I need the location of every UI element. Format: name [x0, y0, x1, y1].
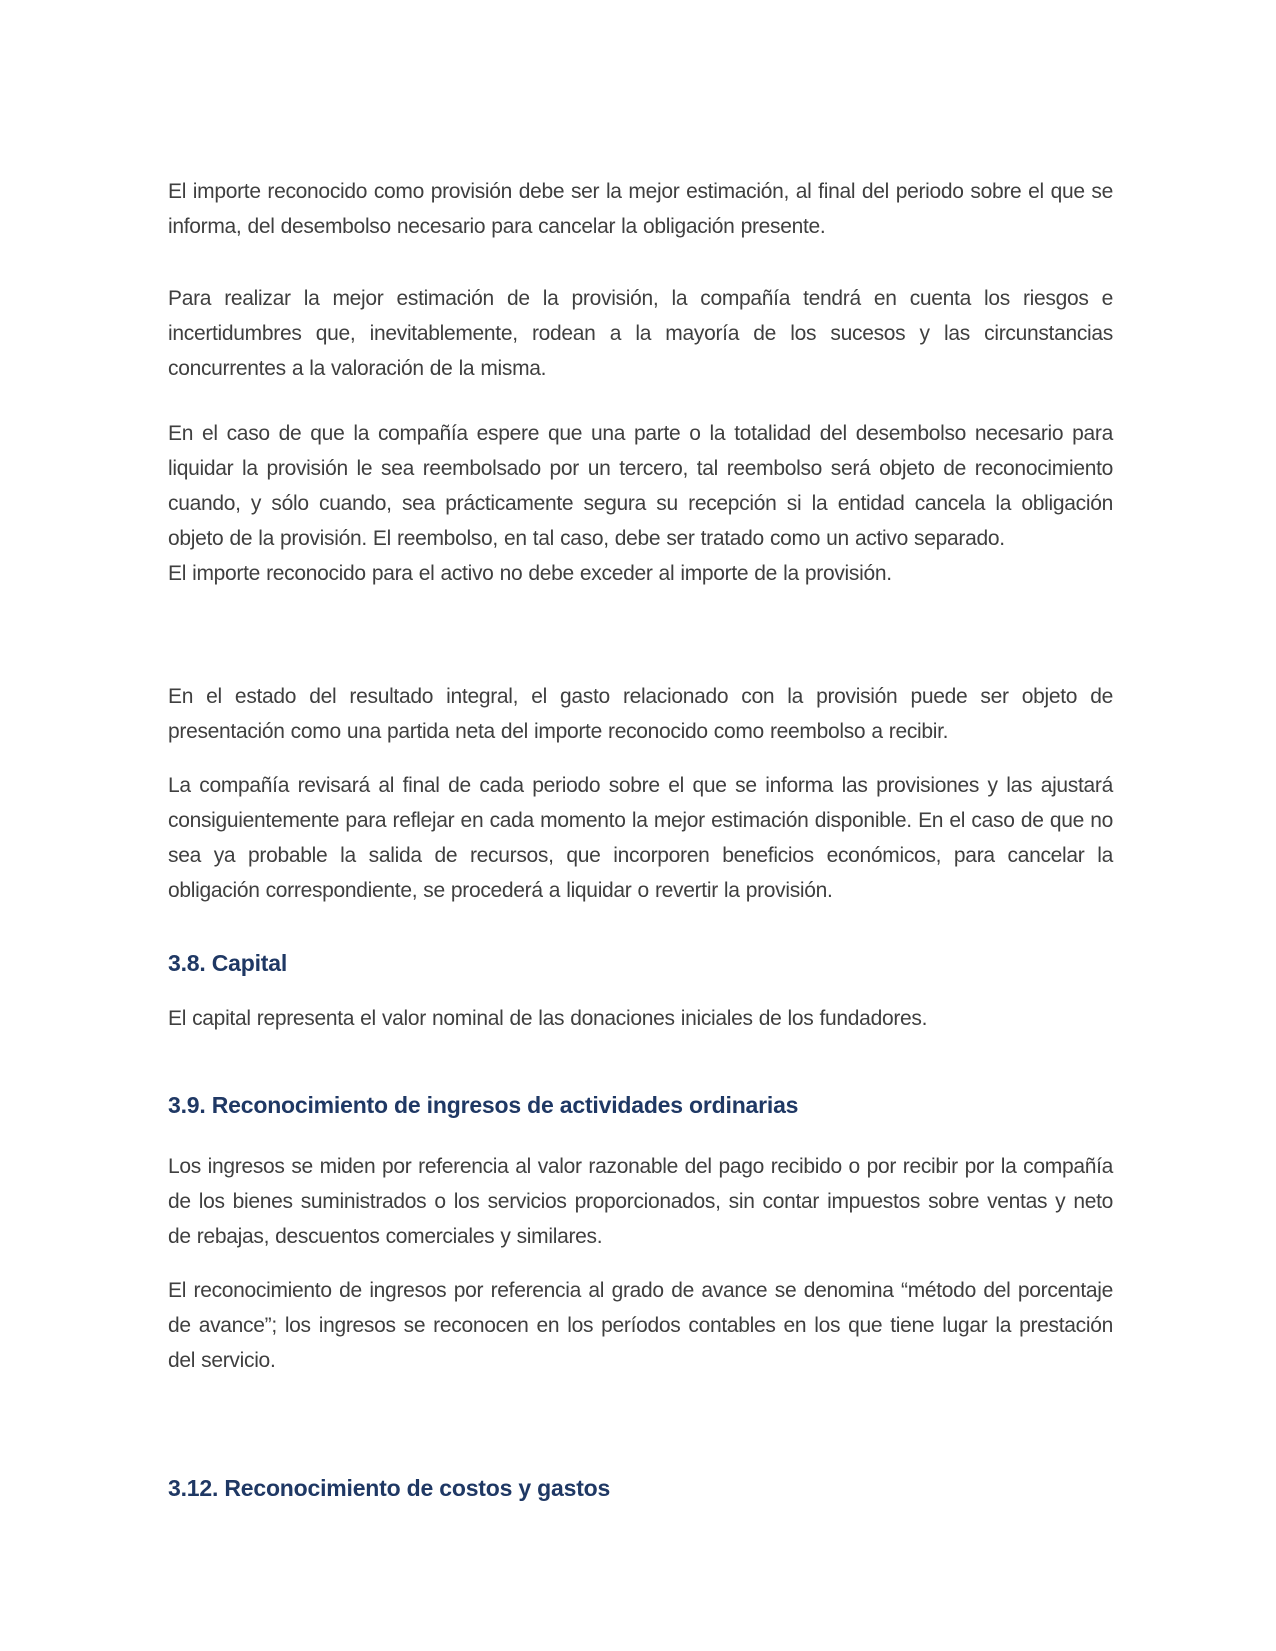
paragraph-asset-limit: El importe reconocido para el activo no debe exceder al importe de la provisión. — [168, 562, 892, 585]
paragraph-revenue-measurement — [168, 1149, 1113, 1254]
section-heading: 3.9. Reconocimiento de ingresos de actividades ordinarias — [168, 1092, 799, 1118]
paragraph-reimbursement — [168, 416, 1113, 591]
paragraph-provision-best-estimate — [168, 174, 1113, 244]
section-heading: 3.12. Reconocimiento de costos y gastos — [168, 1475, 611, 1501]
paragraph-provision-review — [168, 768, 1113, 908]
paragraph-text: La compañía revisará al final de cada periodo sobre el que se informa las provisiones y las ajustará consiguientemente para reflejar en cada momento la mejor estimación disponible. En el caso de que no sea ya probable la salida de recursos, que incorporen beneficios económicos, para cancelar la obligación correspondiente, se procederá a liquidar o revertir la provisión. — [168, 774, 1113, 902]
paragraph-text: En el estado del resultado integral, el gasto relacionado con la provisión puede ser objeto de presentación como una partida neta del importe reconocido como reembolso a recibir. — [168, 685, 1113, 743]
paragraph-text: El reconocimiento de ingresos por referencia al grado de avance se denomina “método del porcentaje de avance”; los ingresos se reconocen en los períodos contables en los que tiene lugar la prestación del servicio. — [168, 1279, 1113, 1372]
paragraph-text: El importe reconocido como provisión debe ser la mejor estimación, al final del periodo sobre el que se informa, del desembolso necesario para cancelar la obligación presente. — [168, 180, 1113, 238]
paragraph-comprehensive-income — [168, 679, 1113, 749]
paragraph-percentage-of-completion — [168, 1273, 1113, 1378]
paragraph-text: El capital representa el valor nominal de las donaciones iniciales de los fundadores. — [168, 1007, 928, 1030]
paragraph-capital-definition — [168, 1001, 1113, 1036]
paragraph-text: Para realizar la mejor estimación de la provisión, la compañía tendrá en cuenta los riesgos e incertidumbres que, inevitablemente, rodean a la mayoría de los sucesos y las circunstancias concurrentes a la valoración de la misma. — [168, 287, 1113, 380]
heading-capital — [168, 946, 1113, 981]
paragraph-text: En el caso de que la compañía espere que una parte o la totalidad del desembolso necesario para liquidar la provisión le sea reembolsado por un tercero, tal reembolso será objeto de reconocimiento cuando, y sólo cuando, sea prácticamente segura su recepción si la entidad cancela la obligación objeto de la provisión. El reembolso, en tal caso, debe ser tratado como un activo separado. — [168, 422, 1113, 550]
section-heading: 3.8. Capital — [168, 950, 288, 976]
heading-revenue-recognition — [168, 1088, 1113, 1123]
heading-costs-expenses — [168, 1471, 1113, 1506]
paragraph-estimation-risks — [168, 281, 1113, 386]
paragraph-text: Los ingresos se miden por referencia al valor razonable del pago recibido o por recibir por la compañía de los bienes suministrados o los servicios proporcionados, sin contar impuestos sobre ventas y neto de rebajas, descuentos comerciales y similares. — [168, 1155, 1113, 1248]
